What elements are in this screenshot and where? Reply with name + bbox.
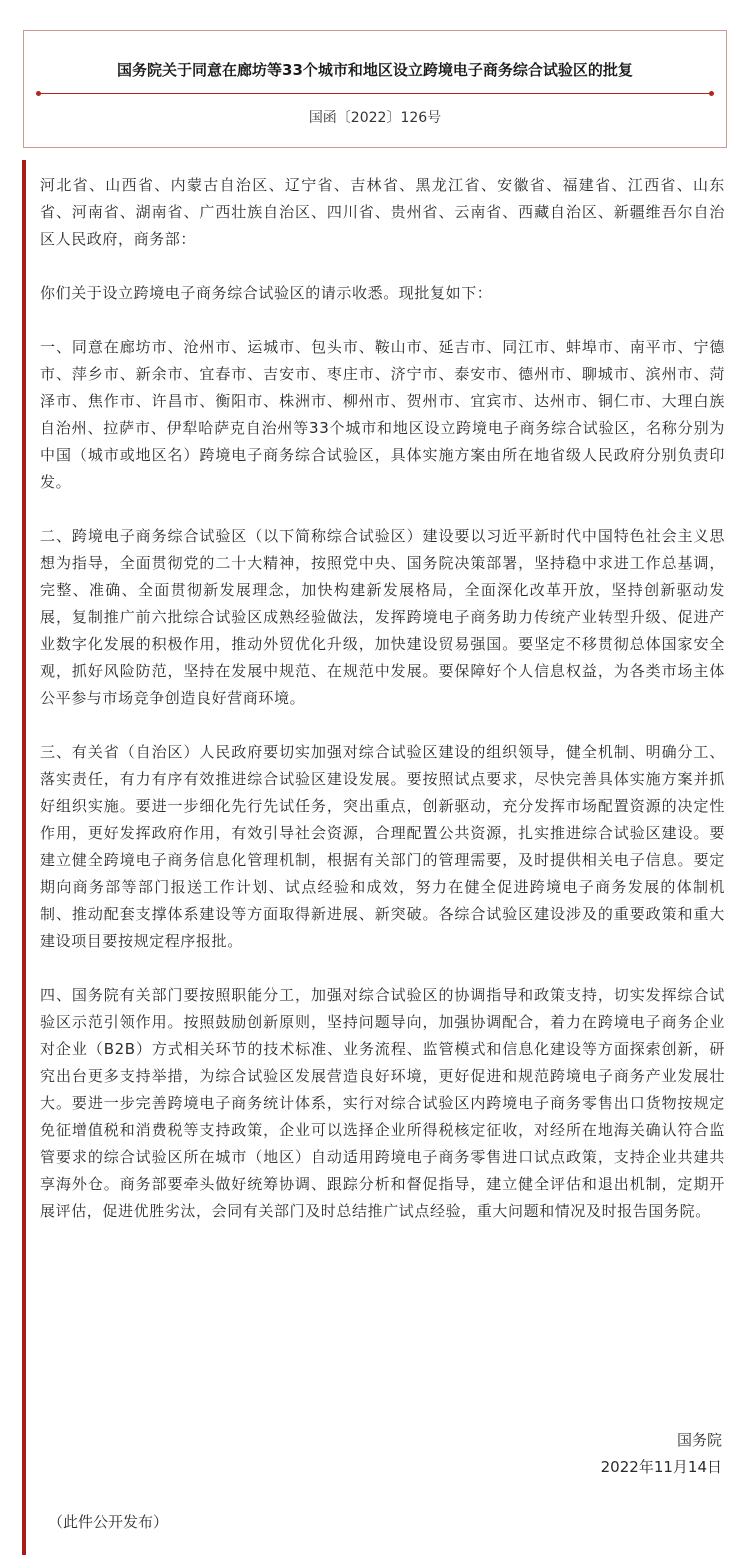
addressee-paragraph: 河北省、山西省、内蒙古自治区、辽宁省、吉林省、黑龙江省、安徽省、福建省、江西省、山东省、河南省、湖南省、广西壮族自治区、四川省、贵州省、云南省、西藏自治区、新疆维吾尔自治区人民政府，商务部： [40, 176, 725, 248]
document-title: 国务院关于同意在廊坊等33个城市和地区设立跨境电子商务综合试验区的批复 [117, 61, 633, 79]
signature-block [601, 1427, 722, 1481]
red-side-bar [22, 160, 26, 1555]
divider-dot-left [36, 91, 41, 96]
paragraph-3: 三、有关省（自治区）人民政府要切实加强对综合试验区建设的组织领导，健全机制、明确分工、落实责任，有力有序有效推进综合试验区建设发展。要按照试点要求，尽快完善具体实施方案并抓好组织实施。要进一步细化先行先试任务，突出重点，创新驱动，充分发挥市场配置资源的决定性作用，更好发挥政府作用，有效引导社会资源，合理配置公共资源，扎实推进综合试验区建设。要建立健全跨境电子商务信息化管理机制，根据有关部门的管理需要，及时提供相关电子信息。要定期向商务部等部门报送工作计划、试点经验和成效，努力在健全促进跨境电子商务发展的体制机制、推动配套支撑体系建设等方面取得新进展、新突破。各综合试验区建设涉及的重要政策和重大建设项目要按规定程序报批。 [40, 743, 725, 950]
red-divider [38, 93, 712, 94]
publication-note: （此件公开发布） [48, 1513, 169, 1531]
paragraph-1: 一、同意在廊坊市、沧州市、运城市、包头市、鞍山市、延吉市、同江市、蚌埠市、南平市、宁德市、萍乡市、新余市、宜春市、吉安市、枣庄市、济宁市、泰安市、德州市、聊城市、滨州市、菏泽市、焦作市、许昌市、衡阳市、株洲市、柳州市、贺州市、宜宾市、达州市、铜仁市、大理白族自治州、拉萨市、伊犁哈萨克自治州等33个城市和地区设立跨境电子商务综合试验区，名称分别为中国（城市或地区名）跨境电子商务综合试验区，具体实施方案由所在地省级人民政府分别负责印发。 [40, 338, 725, 491]
document-number: 国函〔2022〕126号 [308, 110, 442, 126]
paragraph-2: 二、跨境电子商务综合试验区（以下简称综合试验区）建设要以习近平新时代中国特色社会主义思想为指导，全面贯彻党的二十大精神，按照党中央、国务院决策部署，坚持稳中求进工作总基调，完整、准确、全面贯彻新发展理念，加快构建新发展格局，全面深化改革开放，坚持创新驱动发展，复制推广前六批综合试验区成熟经验做法，发挥跨境电子商务助力传统产业转型升级、促进产业数字化发展的积极作用，推动外贸优化升级，加快建设贸易强国。要坚定不移贯彻总体国家安全观，抓好风险防范，坚持在发展中规范、在规范中发展。要保障好个人信息权益，为各类市场主体公平参与市场竞争创造良好营商环境。 [40, 527, 725, 707]
document-body [40, 172, 725, 1252]
document-header [23, 30, 727, 148]
issuer: 国务院 [676, 1431, 722, 1449]
intro-paragraph: 你们关于设立跨境电子商务综合试验区的请示收悉。现批复如下： [40, 284, 493, 302]
paragraph-4: 四、国务院有关部门要按照职能分工，加强对综合试验区的协调指导和政策支持，切实发挥综合试验区示范引领作用。按照鼓励创新原则，坚持问题导向，加强协调配合，着力在跨境电子商务企业对企业（B2B）方式相关环节的技术标准、业务流程、监管模式和信息化建设等方面探索创新，研究出台更多支持举措，为综合试验区发展营造良好环境，更好促进和规范跨境电子商务产业发展壮大。要进一步完善跨境电子商务统计体系，实行对综合试验区内跨境电子商务零售出口货物按规定免征增值税和消费税等支持政策，企业可以选择企业所得税核定征收，对经所在地海关确认符合监管要求的综合试验区所在城市（地区）自动适用跨境电子商务零售进口试点政策，支持企业共建共享海外仓。商务部要牵头做好统筹协调、跟踪分析和督促指导，建立健全评估和退出机制，定期开展评估，促进优胜劣汰，会同有关部门及时总结推广试点经验，重大问题和情况及时报告国务院。 [40, 986, 725, 1220]
issue-date: 2022年11月14日 [600, 1458, 722, 1476]
divider-dot-right [709, 91, 714, 96]
